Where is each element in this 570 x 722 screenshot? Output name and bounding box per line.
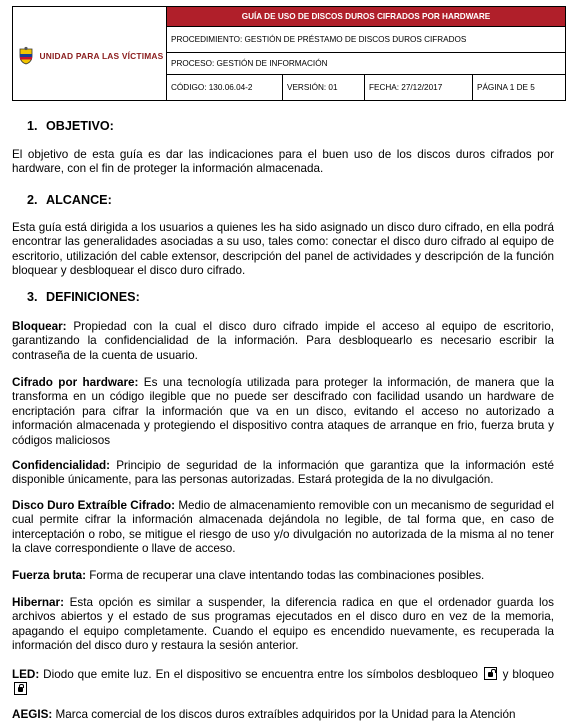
definition-item [12,569,554,583]
date-cell: FECHA: 27/12/2017 [365,75,473,100]
definition-item [12,459,554,488]
document-header [12,6,566,101]
definition-item [12,596,554,654]
definition-text: Esta opción es similar a suspender, la diferencia radica en que el ordenador guarda los archivos abiertos y el estado de sus programas ejecutados en el disco duro en vez de la memoria, apagando el equipo completamente. Cuando el equipo es encendido nuevamente, es recuperada la información del disco duro y restaura la sesión anterior. [12,596,554,653]
definition-text: Es una tecnología utilizada para proteger la información, de manera que la transforma en un código ilegible que no puede ser descifrado con facilidad usando un hardware de encriptación para cifrar la información que va en un disco, evitando el acceso no autorizado a información almacenada y protegiendo el dispositivo contra ataques de arranque en frio, fuerza bruta y códigos maliciosos [12,376,554,447]
version-cell: VERSIÓN: 01 [283,75,365,100]
section-number: 1. [27,119,38,133]
coat-of-arms-icon [16,46,36,66]
definition-term: AEGIS: [12,708,53,721]
page-number-cell: PÁGINA 1 DE 5 [477,83,535,92]
definition-item [12,499,554,557]
section-heading-objetivo [27,119,114,133]
document-title: GUÍA DE USO DE DISCOS DUROS CIFRADOS POR HARDWARE [167,7,565,27]
logo-text: UNIDAD PARA LAS VÍCTIMAS [39,50,164,61]
definition-term: Bloquear: [12,320,67,333]
definition-text: Principio de seguridad de la información que garantiza que la información esté disponible únicamente, para las personas autorizadas. Estará protegida de la no divulgación. [12,459,554,487]
definition-term: Fuerza bruta: [12,569,87,582]
definition-item [12,320,554,363]
alcance-paragraph: Esta guía está dirigida a los usuarios a quienes les ha sido asignado un disco duro cifrado, en ella podrá encontrar las generalidades asociadas a su uso, tales como: conectar el disco duro cifrado al equipo de escritorio, utilización del cable extensor, descripción del panel de actividades y descripción de la función bloquear y desbloquear el disco duro cifrado. [12,221,554,278]
definition-text: Marca comercial de los discos duros extraíbles adquiridos por la Unidad para la Atención [52,708,516,721]
definition-term: LED: [12,668,40,681]
definition-text-continued: y [498,668,509,681]
section-number: 2. [27,193,38,207]
process-label: PROCESO: GESTIÓN DE INFORMACIÓN [167,53,565,75]
section-title: DEFINICIONES: [46,290,140,304]
logo [16,46,164,66]
metadata-row [167,75,565,100]
definition-text-continued: bloqueo [512,668,555,681]
definition-term: Cifrado por hardware: [12,376,139,389]
section-heading-definiciones [27,290,140,304]
unlock-icon [484,667,497,680]
definition-term: Hibernar: [12,596,64,609]
definition-term: Disco Duro Extraíble Cifrado: [12,499,176,512]
section-number: 3. [27,290,38,304]
definition-item [12,708,554,722]
definition-term: Confidencialidad: [12,459,111,472]
section-title: ALCANCE: [46,193,112,207]
procedure-label: PROCEDIMIENTO: GESTIÓN DE PRÉSTAMO DE DISCOS DUROS CIFRADOS [167,27,565,53]
section-title: OBJETIVO: [46,119,114,133]
logo-cell [13,7,167,100]
lock-icon [14,682,27,695]
definition-text: Diodo que emite luz. En el dispositivo se encuentra entre los símbolos desbloqueo [39,668,478,681]
objetivo-paragraph: El objetivo de esta guía es dar las indicaciones para el buen uso de los discos duros cifrados por hardware, con el fin de proteger la información almacenada. [12,148,554,176]
section-heading-alcance [27,193,112,207]
definition-text: Medio de almacenamiento removible con un mecanismo de seguridad el cual permite cifrar la información almacenada dejándola no legible, de tal forma que, en caso de interceptación o robo, se mitigue el riesgo de uso y/o divulgación no autorizada de la misma al no tener la clave correspondiente o llave de acceso. [12,499,554,556]
definition-text: Forma de recuperar una clave intentando todas las combinaciones posibles. [86,569,485,582]
code-cell: CÓDIGO: 130.06.04-2 [167,75,283,100]
definition-text: Propiedad con la cual el disco duro cifrado impide el acceso al equipo de escritorio, garantizando la confidencialidad de la información. Para desbloquearlo es necesario escribir la contraseña de la cuenta de usuario. [12,320,554,362]
definition-item [12,376,554,448]
definition-item [12,667,554,698]
